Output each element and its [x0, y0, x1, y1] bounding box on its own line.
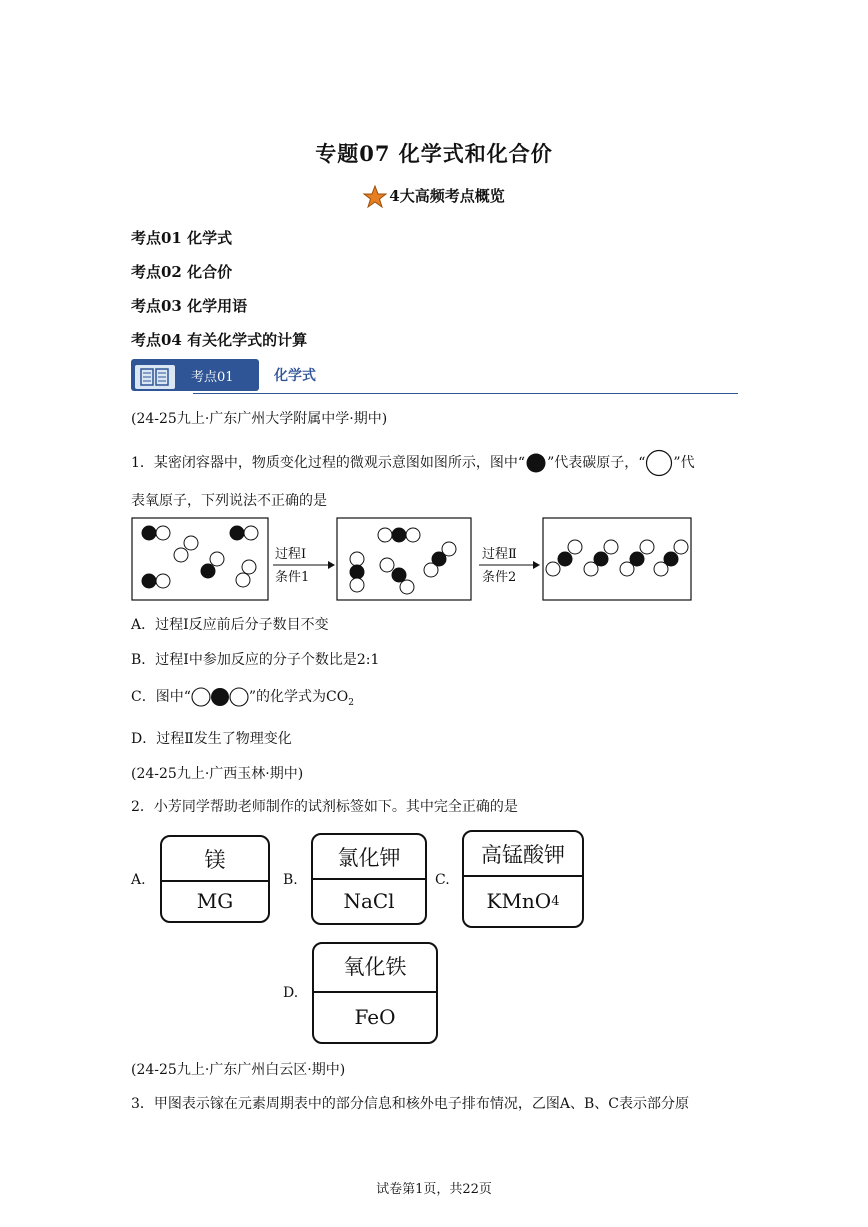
page-footer: 试卷第1页，共22页 [376, 1182, 492, 1197]
banner-topic: 化学式 [274, 368, 316, 384]
banner-label: 考点01 [191, 370, 234, 385]
q1-option-d[interactable]: D．过程Ⅱ发生了物理变化 [131, 731, 292, 747]
q1-reaction-diagram [131, 517, 696, 603]
q2-option-a-name: 镁 [204, 847, 226, 872]
q3-stem: 3．甲图表示镓在元素周期表中的部分信息和核外电子排布情况，乙图A、B、C表示部分原 [131, 1096, 690, 1112]
q1-stem-part3: ”代 [673, 455, 695, 471]
q3-source: (24-25九上·广东广州白云区·期中) [131, 1062, 346, 1078]
q1-option-c-formula: CO [326, 689, 349, 705]
overview-heading-text: 4大高频考点概览 [389, 187, 505, 205]
banner-underline [193, 393, 738, 394]
q1-stem-part2: ”代表碳原子，“ [547, 455, 646, 471]
overview-item-1: 考点01 化学式 [131, 229, 233, 247]
page-title: 专题07 化学式和化合价 [315, 141, 553, 166]
q2-option-a-letter[interactable]: A. [131, 872, 146, 888]
overview-heading [0, 185, 868, 209]
q2-option-c-letter[interactable]: C. [435, 872, 450, 888]
q2-option-d-letter[interactable]: D. [283, 985, 299, 1001]
q1-stem-part1: 1．某密闭容器中，物质变化过程的微观示意图如图所示，图中“ [131, 455, 526, 471]
q2-option-b-name: 氯化钾 [337, 845, 401, 870]
q1-option-b[interactable]: B．过程Ⅰ中参加反应的分子个数比是2:1 [131, 652, 380, 668]
overview-item-2: 考点02 化合价 [131, 263, 233, 281]
q2-option-a-label[interactable] [160, 835, 270, 923]
star-icon [363, 185, 387, 209]
q2-option-c-label[interactable] [462, 830, 584, 928]
co2-molecule-icon [191, 686, 249, 708]
q1-option-c-pre: C．图中“ [131, 689, 191, 705]
process1-label-bottom: 条件1 [275, 570, 310, 585]
q2-option-b-label[interactable] [311, 833, 427, 925]
carbon-atom-icon [525, 452, 547, 474]
process1-label-top: 过程Ⅰ [275, 547, 307, 562]
q2-option-d-label[interactable] [312, 942, 438, 1044]
q2-option-a-formula: MG [196, 889, 234, 913]
q1-source: (24-25九上·广东广州大学附属中学·期中) [131, 411, 388, 427]
overview-item-4: 考点04 有关化学式的计算 [131, 331, 308, 349]
q2-option-b-formula: NaCl [343, 889, 395, 913]
q2-option-c-formula: KMnO 4 [486, 889, 560, 913]
q1-option-c-subscript: 2 [348, 697, 354, 708]
q1-option-c[interactable] [131, 686, 354, 708]
q2-option-c-name: 高锰酸钾 [481, 842, 565, 867]
overview-item-3: 考点03 化学用语 [131, 297, 248, 315]
process2-label-bottom: 条件2 [482, 570, 517, 585]
q2-option-d-formula: FeO [354, 1005, 396, 1029]
book-icon [135, 365, 175, 389]
q1-stem [131, 449, 695, 477]
q1-stem-line2: 表氧原子，下列说法不正确的是 [131, 493, 327, 509]
q2-stem: 2．小芳同学帮助老师制作的试剂标签如下。其中完全正确的是 [131, 799, 518, 815]
q1-option-a[interactable]: A．过程Ⅰ反应前后分子数目不变 [131, 617, 329, 633]
q2-source: (24-25九上·广西玉林·期中) [131, 766, 304, 782]
q1-option-c-post: ”的化学式为 [248, 689, 327, 705]
process2-label-top: 过程Ⅱ [482, 547, 517, 562]
q2-option-d-name: 氧化铁 [343, 954, 407, 979]
section-banner [131, 359, 738, 395]
q2-option-b-letter[interactable]: B. [283, 872, 298, 888]
oxygen-atom-icon [645, 449, 673, 477]
